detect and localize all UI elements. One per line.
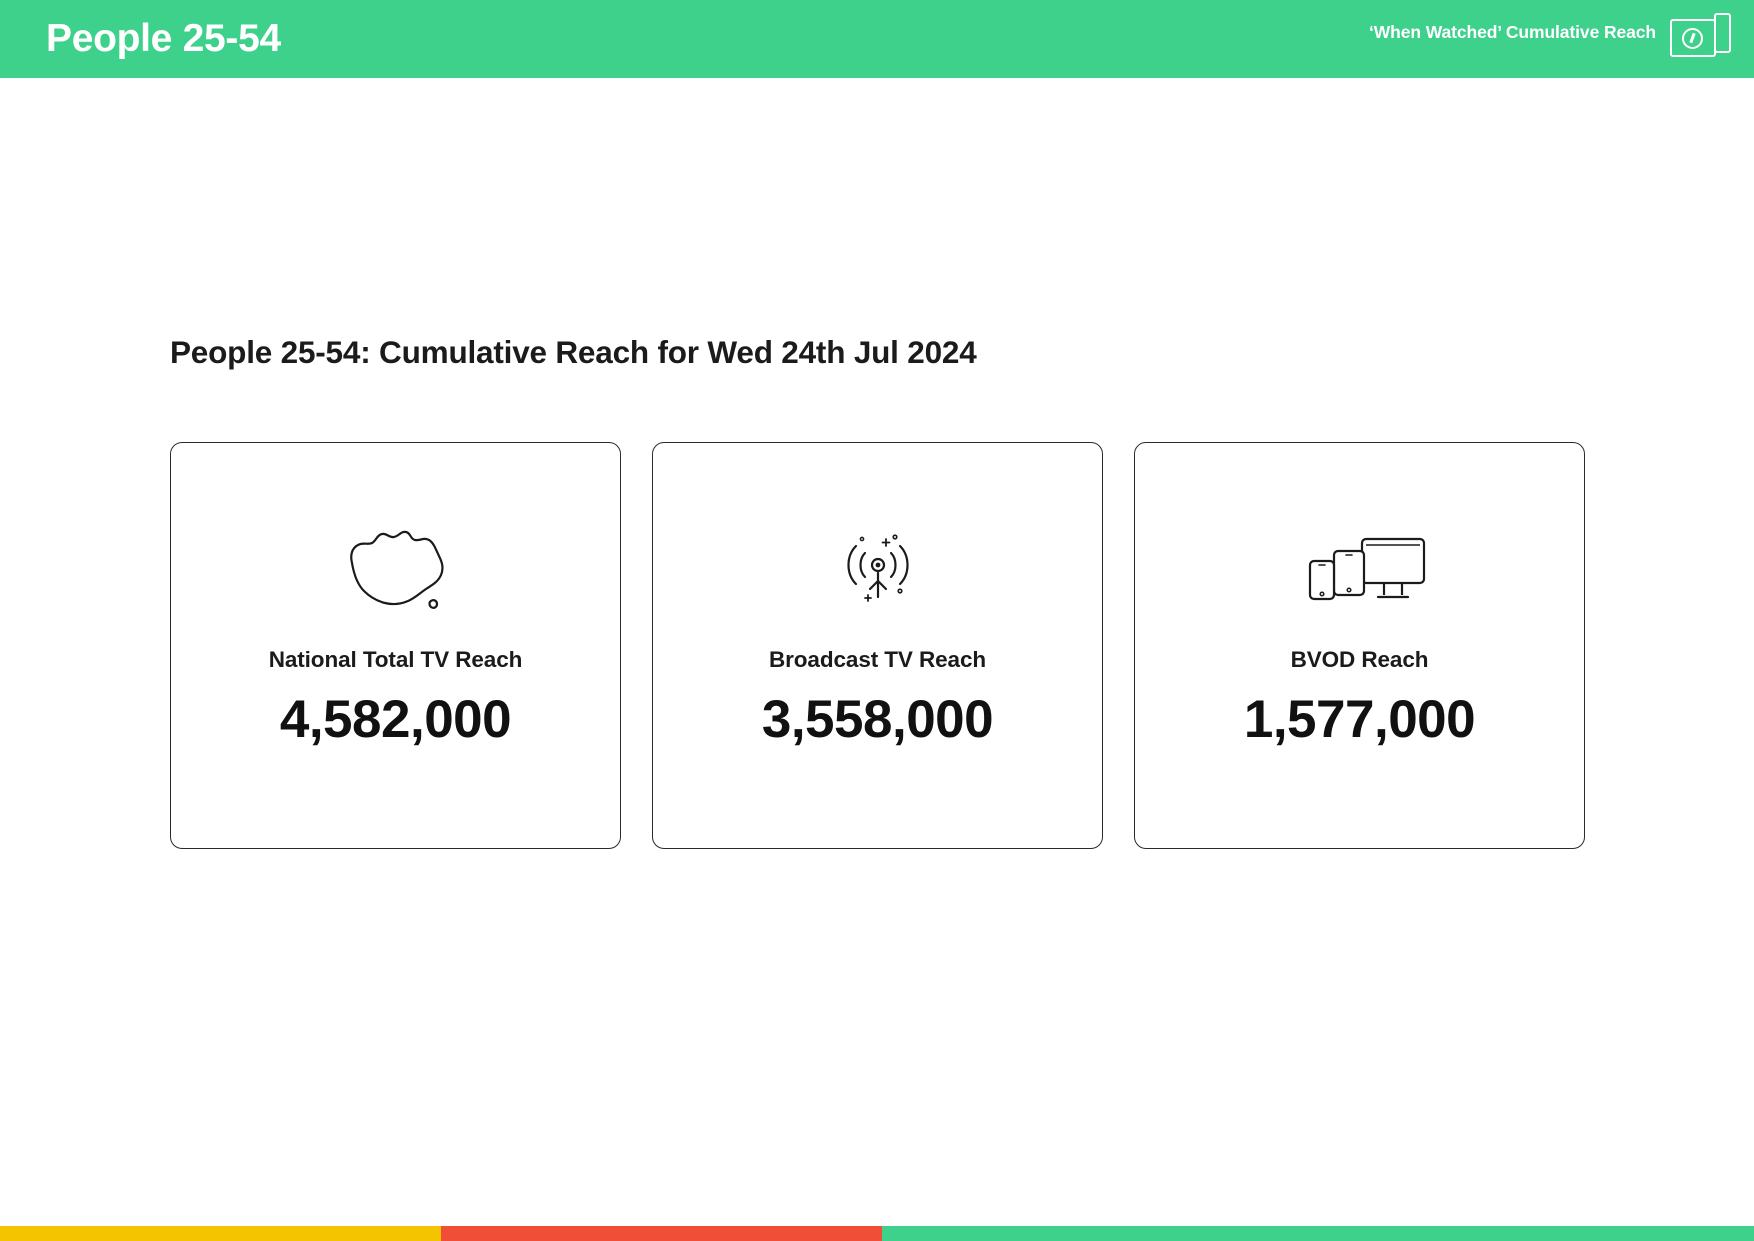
metric-card-row [170,442,1585,849]
logo-play-circle-shape [1682,28,1703,49]
metric-label: National Total TV Reach [268,647,523,672]
logo-phone-shape [1714,13,1731,53]
broadcast-antenna-icon [818,495,938,645]
devices-screens-icon [1280,495,1440,645]
metric-card-national-total-tv [170,442,621,849]
footer-segment-red [441,1226,882,1241]
section-title: People 25-54: Cumulative Reach for Wed 24th Jul 2024 [170,334,977,370]
footer-segment-green [882,1226,1754,1241]
footer-segment-yellow [0,1226,441,1241]
metric-card-broadcast-tv [652,442,1103,849]
australia-map-icon [336,495,456,645]
slide-header [0,0,1754,78]
header-subtitle: ‘When Watched’ Cumulative Reach [1368,21,1656,42]
footer-color-bar [0,1226,1754,1241]
metric-label: BVOD Reach [1290,647,1429,672]
page-title: People 25-54 [46,17,281,60]
tv-and-phone-logo-icon [1670,13,1732,65]
metric-value: 3,558,000 [761,690,994,749]
metric-value: 1,577,000 [1243,690,1476,749]
metric-card-bvod [1134,442,1585,849]
metric-label: Broadcast TV Reach [768,647,987,672]
header-right-group [1369,0,1732,78]
metric-value: 4,582,000 [279,690,512,749]
